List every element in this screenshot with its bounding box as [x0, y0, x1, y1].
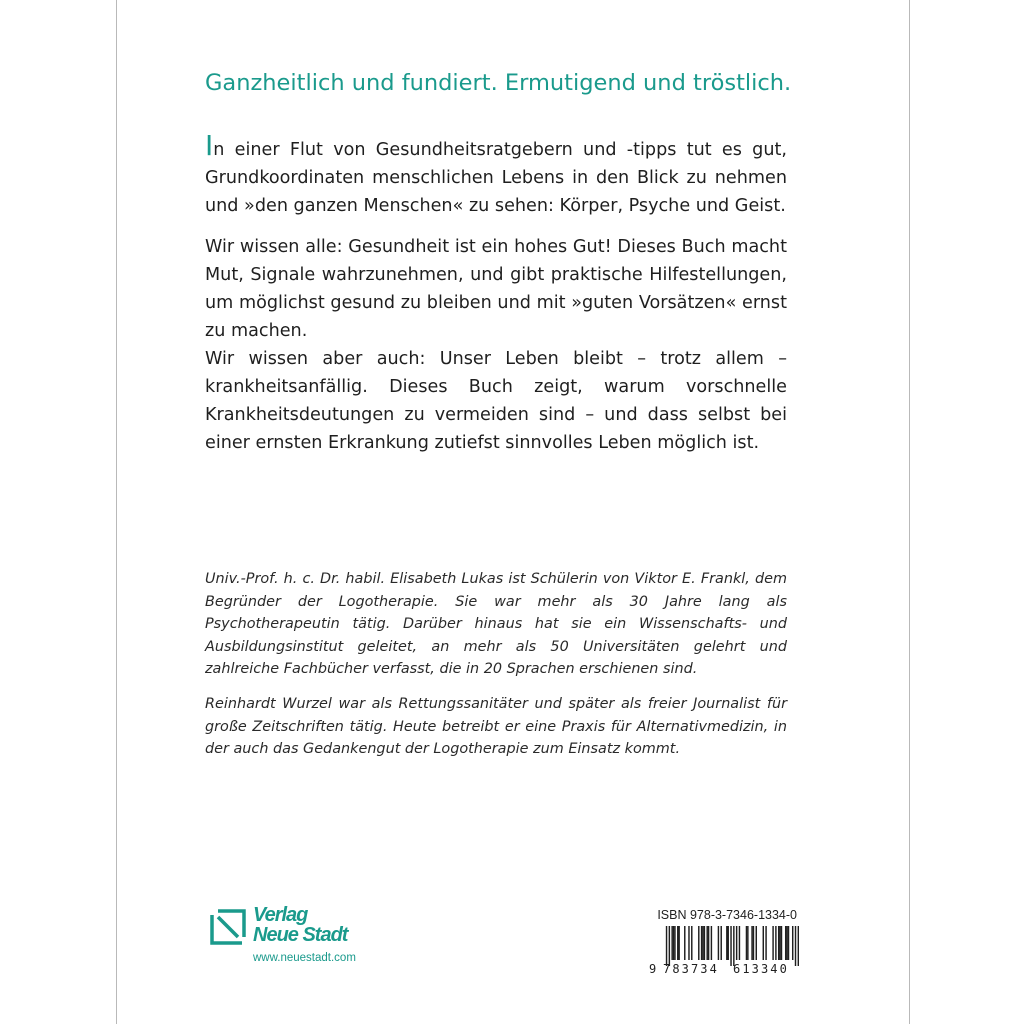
- barcode-bar: [756, 926, 757, 960]
- barcode-digits-left: 783734: [663, 962, 719, 976]
- barcode-bar: [736, 926, 737, 960]
- barcode-bar: [788, 926, 789, 960]
- barcode-bar: [688, 926, 689, 960]
- barcode-bar: [772, 926, 773, 960]
- barcode-bar: [747, 926, 748, 960]
- barcode-bar: [674, 926, 675, 960]
- barcode-bar: [779, 926, 780, 960]
- barcode-bar: [673, 926, 674, 960]
- isbn-label: ISBN 978-3-7346-1334-0: [657, 908, 797, 922]
- barcode-bar: [671, 926, 672, 960]
- publisher-name: [253, 905, 347, 945]
- blurb-paragraph-3: Wir wissen aber auch: Unser Leben bleibt – trotz allem – krankheitsanfällig. Dieses Buch zeigt, warum vorschnelle Krankheitsdeutungen zu vermeiden sind – und dass selbst bei einer ernsten Erkrankung zutiefst sinnvolles Leben möglich ist.: [205, 349, 787, 453]
- barcode-bar: [785, 926, 786, 960]
- barcode-bar: [733, 926, 734, 966]
- barcode-bar: [702, 926, 703, 960]
- barcode-bar: [792, 926, 793, 960]
- barcode-bar: [795, 926, 796, 966]
- isbn-barcode: [649, 926, 799, 966]
- barcode-bar: [684, 926, 685, 960]
- publisher-logo: [209, 904, 389, 968]
- barcode-bar: [718, 926, 719, 960]
- barcode-bar: [763, 926, 764, 960]
- publisher-url: www.neuestadt.com: [253, 952, 356, 964]
- intro-text: n einer Flut von Gesundheitsratgebern und -tipps tut es gut, Grundkoordinaten menschlichen Lebens in den Blick zu nehmen und »den ganzen Menschen« zu sehen: Körper, Psyche und Geist.: [205, 140, 787, 216]
- barcode-bar: [798, 926, 799, 966]
- barcode-bar: [704, 926, 705, 960]
- blurb: [205, 129, 787, 457]
- barcode-bar: [677, 926, 678, 960]
- barcode-bar: [739, 926, 740, 960]
- barcode-bar: [775, 926, 776, 960]
- author-bio-wurzel: Reinhardt Wurzel war als Rettungssanitäter und später als freier Journalist für große Zeitschriften tätig. Heute betreibt er eine Praxis für Alternativmedizin, in der auch das Gedankengut der Logotherapie zum Einsatz kommt.: [205, 695, 787, 758]
- barcode-bar: [669, 926, 670, 966]
- barcode-bar: [781, 926, 782, 960]
- barcode-bar: [751, 926, 752, 960]
- publisher-name-line-1: Verlag: [253, 904, 308, 926]
- author-bios: [205, 568, 787, 761]
- barcode-bar: [691, 926, 692, 960]
- barcode-bar: [678, 926, 679, 960]
- barcode-bar: [730, 926, 731, 966]
- barcode-bar: [706, 926, 707, 960]
- barcode-bar: [708, 926, 709, 960]
- barcode-bar: [698, 926, 699, 960]
- publisher-logo-mark-icon: [209, 908, 247, 946]
- barcode-bar: [711, 926, 712, 960]
- barcode-bar: [746, 926, 747, 960]
- barcode-bar: [753, 926, 754, 960]
- tagline: Ganzheitlich und fundiert. Ermutigend und tröstlich.: [205, 70, 792, 96]
- intro-paragraph: [205, 129, 787, 220]
- author-bio-lukas: Univ.-Prof. h. c. Dr. habil. Elisabeth Lukas ist Schülerin von Viktor E. Frankl, dem Begründer der Logotherapie. Sie war mehr als 30 Jahre lang als Psychotherapeutin tätig. Darüber hinaus hat sie ein Wissenschafts- und Ausbildungsinstitut geleitet, an mehr als 50 Universitäten gelehrt und zahlreiche Fachbücher verfasst, die in 20 Sprachen erschienen sind.: [205, 571, 787, 678]
- barcode-bar: [666, 926, 667, 966]
- barcode-bar: [720, 926, 721, 960]
- barcode-digit-first: 9: [649, 962, 657, 976]
- initial-letter: I: [205, 129, 214, 162]
- barcode-bar: [728, 926, 729, 960]
- book-back-cover: [116, 0, 910, 1024]
- blurb-paragraph-2: Wir wissen alle: Gesundheit ist ein hohes Gut! Dieses Buch macht Mut, Signale wahrzunehmen, und gibt praktische Hilfestellungen, um möglichst gesund zu bleiben und mit »guten Vorsätzen« ernst zu machen.: [205, 237, 787, 341]
- publisher-name-line-2: Neue Stadt: [253, 924, 348, 946]
- barcode-digits-right: 613340: [733, 962, 789, 976]
- barcode-bar: [778, 926, 779, 960]
- barcode-bar: [726, 926, 727, 960]
- barcode-bar: [765, 926, 766, 960]
- barcode-bar: [786, 926, 787, 960]
- barcode-bar: [701, 926, 702, 960]
